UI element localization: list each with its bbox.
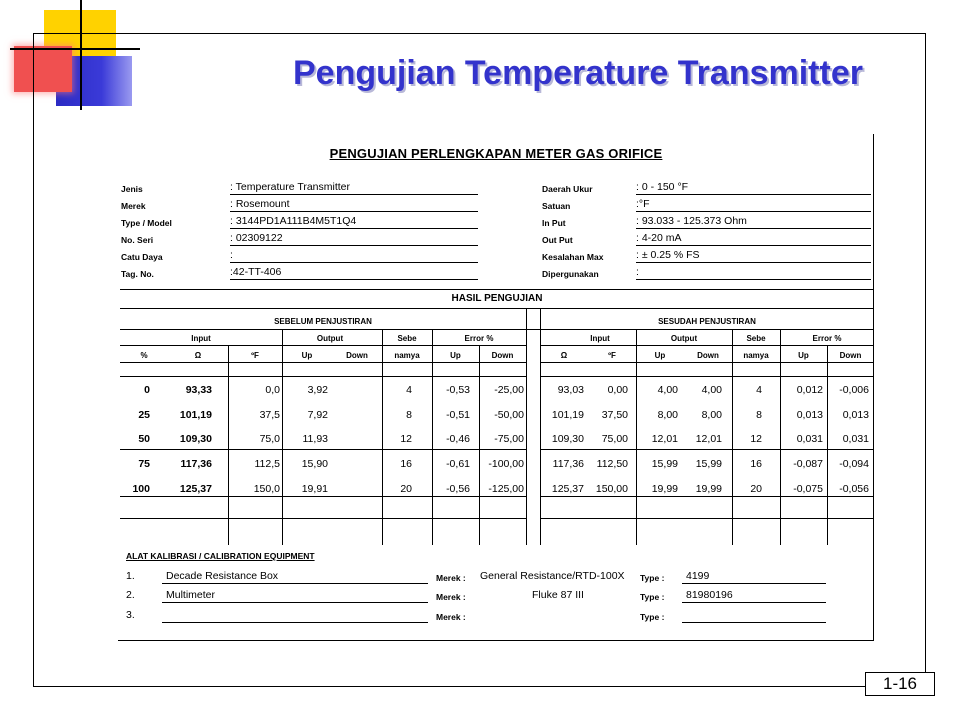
calibration-type: 81980196 xyxy=(686,589,733,601)
before-namya-header: namya xyxy=(394,351,420,360)
test-form: PENGUJIAN PERLENGKAPAN METER GAS ORIFICE Jenis Merek Type / Model No. Seri Catu Daya Tag. No. : Temperature Transmitter : Rosemount : 3144PD1A111B4M5T1Q4 : 02309122 : :42-TT-406 Daerah Ukur Satuan In Put Out Put Kesalahan Max Dipergunakan : 0 - 150 °F :°F : 93.033 - 125.373 Ohm : 4-20 mA : ± 0.25 % FS : HASIL PENGUJIAN SEBELUM PENJUSTIRAN SESUDAH PENJUSTIRAN Input Output Sebe Error % Input Output Sebe Error % % Ω ºF Up Down namya Up Down Ω ºF Up Down namya Up Down 0 93,33 0,0 3,92 4 -0,53 -25,00 25 101,19 37,5 7,92 8 -0,51 -50,00 50 109,30 75,0 11,93 12 -0,46 -75,00 75 117,36 112,5 15,90 16 -0,61 -100,00 100 125,37 150,0 19,91 20 -0,56 -125,00 93,03 0,00 4,00 4,00 4 0,012 -0,006 101,19 37,50 8,00 8,00 8 0,013 0,013 109,30 75,00 12,01 12,01 12 0,031 0,031 117,36 112,50 15,99 15,99 16 -0,087 -0,094 125,37 150,00 19,99 19,99 20 -0,075 -0,056 ALAT KALIBRASI / CALIBRATION EQUIPMENT 1. Decade Resistance Box Merek : General Resistance/RTD-100X Type : 4199 2. Multimeter Merek : Fluke 87 III Type : 81980196 3. Merek : Type : xyxy=(118,134,874,640)
field-label-serial: No. Seri xyxy=(121,235,154,245)
calibration-merek: Fluke 87 III xyxy=(532,589,584,601)
after-degf-header: ºF xyxy=(608,351,616,360)
field-label-merek: Merek xyxy=(121,201,146,211)
after-error-down-header: Down xyxy=(839,351,862,360)
before-up-header: Up xyxy=(301,351,313,360)
calibration-type-label: Type : xyxy=(640,592,665,602)
page-number: 1-16 xyxy=(865,672,935,696)
after-sebe-header: Sebe xyxy=(746,334,766,343)
calibration-type-label: Type : xyxy=(640,612,665,622)
after-error-header: Error % xyxy=(812,334,842,343)
field-label-max-error: Kesalahan Max xyxy=(542,252,604,262)
before-down-header: Down xyxy=(346,351,368,360)
field-value-output: : 4-20 mA xyxy=(636,232,871,246)
before-output-header: Output xyxy=(316,334,344,343)
field-label-output: Out Put xyxy=(542,235,573,245)
after-namya-header: namya xyxy=(743,351,769,360)
after-output-header: Output xyxy=(670,334,698,343)
slide-title: Pengujian Temperature Transmitter xyxy=(293,54,863,92)
field-label-input: In Put xyxy=(542,218,566,228)
calibration-title: ALAT KALIBRASI / CALIBRATION EQUIPMENT xyxy=(126,551,315,561)
field-value-max-error: : ± 0.25 % FS xyxy=(636,249,871,263)
calibration-num: 2. xyxy=(126,589,135,601)
calibration-type-label: Type : xyxy=(640,573,665,583)
field-value-serial: : 02309122 xyxy=(230,232,478,246)
field-label-usage: Dipergunakan xyxy=(542,269,599,279)
after-error-up-header: Up xyxy=(798,351,809,360)
field-label-unit: Satuan xyxy=(542,201,571,211)
field-value-merek: : Rosemount xyxy=(230,198,478,212)
field-label-tag: Tag. No. xyxy=(121,269,154,279)
before-error-header: Error % xyxy=(464,334,494,343)
field-label-jenis: Jenis xyxy=(121,184,143,194)
before-adjustment-title: SEBELUM PENJUSTIRAN xyxy=(274,317,372,326)
before-ohm-header: Ω xyxy=(194,351,202,360)
before-error-down-header: Down xyxy=(491,351,514,360)
field-value-range: : 0 - 150 °F xyxy=(636,181,871,195)
after-adjustment-title: SESUDAH PENJUSTIRAN xyxy=(658,317,756,326)
field-value-power: : xyxy=(230,249,478,263)
field-label-range: Daerah Ukur xyxy=(542,184,593,194)
calibration-num: 1. xyxy=(126,570,135,582)
calibration-name: Multimeter xyxy=(166,589,216,601)
field-value-jenis: : Temperature Transmitter xyxy=(230,181,478,195)
after-input-header: Input xyxy=(590,334,610,343)
calibration-merek: General Resistance/RTD-100X xyxy=(480,570,625,582)
calibration-merek-label: Merek : xyxy=(436,573,466,583)
calibration-merek-label: Merek : xyxy=(436,592,466,602)
field-value-input: : 93.033 - 125.373 Ohm xyxy=(636,215,871,229)
field-label-power: Catu Daya xyxy=(121,252,163,262)
calibration-type: 4199 xyxy=(686,570,710,582)
after-down-header: Down xyxy=(697,351,719,360)
field-value-unit: :°F xyxy=(636,198,871,212)
calibration-name: Decade Resistance Box xyxy=(166,570,279,582)
before-pct-header: % xyxy=(140,351,148,360)
before-error-up-header: Up xyxy=(450,351,461,360)
after-ohm-header: Ω xyxy=(560,351,568,360)
form-title: PENGUJIAN PERLENGKAPAN METER GAS ORIFICE xyxy=(329,146,663,161)
calibration-num: 3. xyxy=(126,609,135,621)
calibration-merek-label: Merek : xyxy=(436,612,466,622)
results-title: HASIL PENGUJIAN xyxy=(451,293,543,304)
before-degf-header: ºF xyxy=(251,351,259,360)
field-value-type: : 3144PD1A111B4M5T1Q4 xyxy=(230,215,478,229)
field-value-tag: :42-TT-406 xyxy=(230,266,478,280)
before-sebe-header: Sebe xyxy=(397,334,417,343)
after-up-header: Up xyxy=(654,351,666,360)
before-input-header: Input xyxy=(191,334,211,343)
field-label-type: Type / Model xyxy=(121,218,172,228)
field-value-usage: : xyxy=(636,266,871,280)
